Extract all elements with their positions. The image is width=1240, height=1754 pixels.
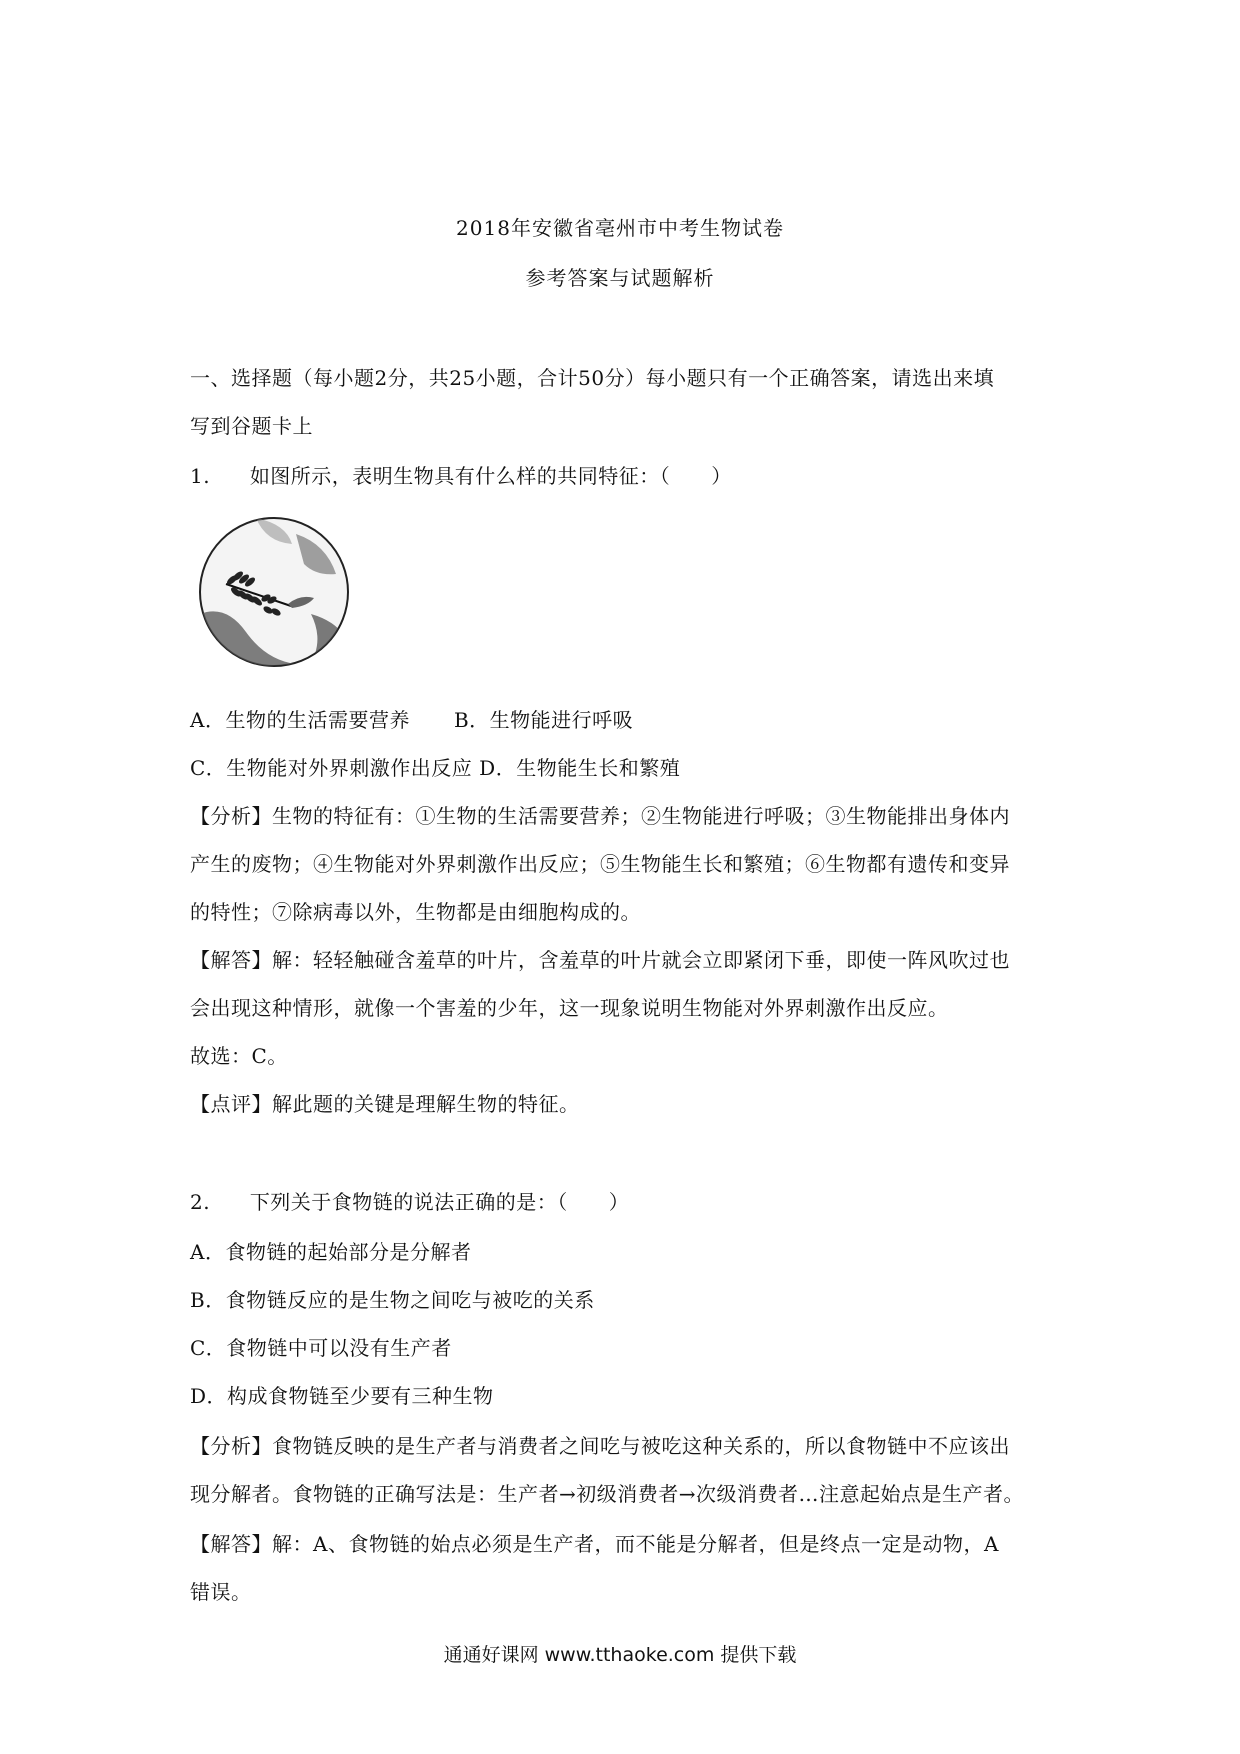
question-1: [190, 460, 732, 489]
analysis-line: 【分析】食物链反映的是生产者与消费者之间吃与被吃这种关系的，所以食物链中不应该出: [190, 1434, 1010, 1458]
analysis-line: 的特性；⑦除病毒以外，生物都是由细胞构成的。: [190, 900, 641, 924]
option-a: A．食物链的起始部分是分解者: [190, 1240, 472, 1264]
analysis-line: 现分解者。食物链的正确写法是：生产者→初级消费者→次级消费者…注意起始点是生产者。: [190, 1482, 1025, 1506]
question-number: 2.: [190, 1190, 211, 1214]
option-row-cd: C．生物能对外界刺激作出反应 D．生物能生长和繁殖: [190, 756, 681, 780]
page-title: 2018年安徽省亳州市中考生物试卷: [456, 216, 784, 240]
option-c: C．食物链中可以没有生产者: [190, 1336, 452, 1360]
answer-line: 会出现这种情形，就像一个害羞的少年，这一现象说明生物能对外界刺激作出反应。: [190, 996, 949, 1020]
option-row-ab: [190, 704, 633, 733]
answer-line: 【解答】解：轻轻触碰含羞草的叶片，含羞草的叶片就会立即紧闭下垂，即使一阵风吹过也: [190, 948, 1010, 972]
section-heading-line2: 写到谷题卡上: [190, 414, 313, 438]
question-stem: 如图所示，表明生物具有什么样的共同特征：（ ）: [249, 464, 732, 488]
mimosa-plant-illustration-icon: [196, 514, 352, 670]
option-a: A．生物的生活需要营养: [190, 708, 410, 732]
answer-line: 错误。: [190, 1580, 252, 1604]
analysis-line: 产生的废物；④生物能对外界刺激作出反应；⑤生物能生长和繁殖；⑥生物都有遗传和变异: [190, 852, 1010, 876]
option-b: B．生物能进行呼吸: [453, 708, 634, 732]
question-stem: 下列关于食物链的说法正确的是：（ ）: [249, 1190, 630, 1214]
answer-line: 【解答】解：A、食物链的始点必须是生产者，而不能是分解者，但是终点一定是动物，A: [190, 1532, 999, 1556]
footer-credit: 通通好课网 www.tthaoke.com 提供下载: [443, 1644, 797, 1666]
question-number: 1.: [190, 464, 211, 488]
analysis-line: 【分析】生物的特征有：①生物的生活需要营养；②生物能进行呼吸；③生物能排出身体内: [190, 804, 1010, 828]
question-2: [190, 1186, 629, 1215]
option-d: D．构成食物链至少要有三种生物: [190, 1384, 494, 1408]
comment-line: 【点评】解此题的关键是理解生物的特征。: [190, 1092, 580, 1116]
choice-line: 故选：C。: [190, 1044, 288, 1068]
option-b: B．食物链反应的是生物之间吃与被吃的关系: [190, 1288, 595, 1312]
page-subtitle: 参考答案与试题解析: [525, 266, 715, 290]
section-heading-line1: 一、选择题（每小题2分，共25小题，合计50分）每小题只有一个正确答案，请选出来填: [190, 366, 995, 390]
